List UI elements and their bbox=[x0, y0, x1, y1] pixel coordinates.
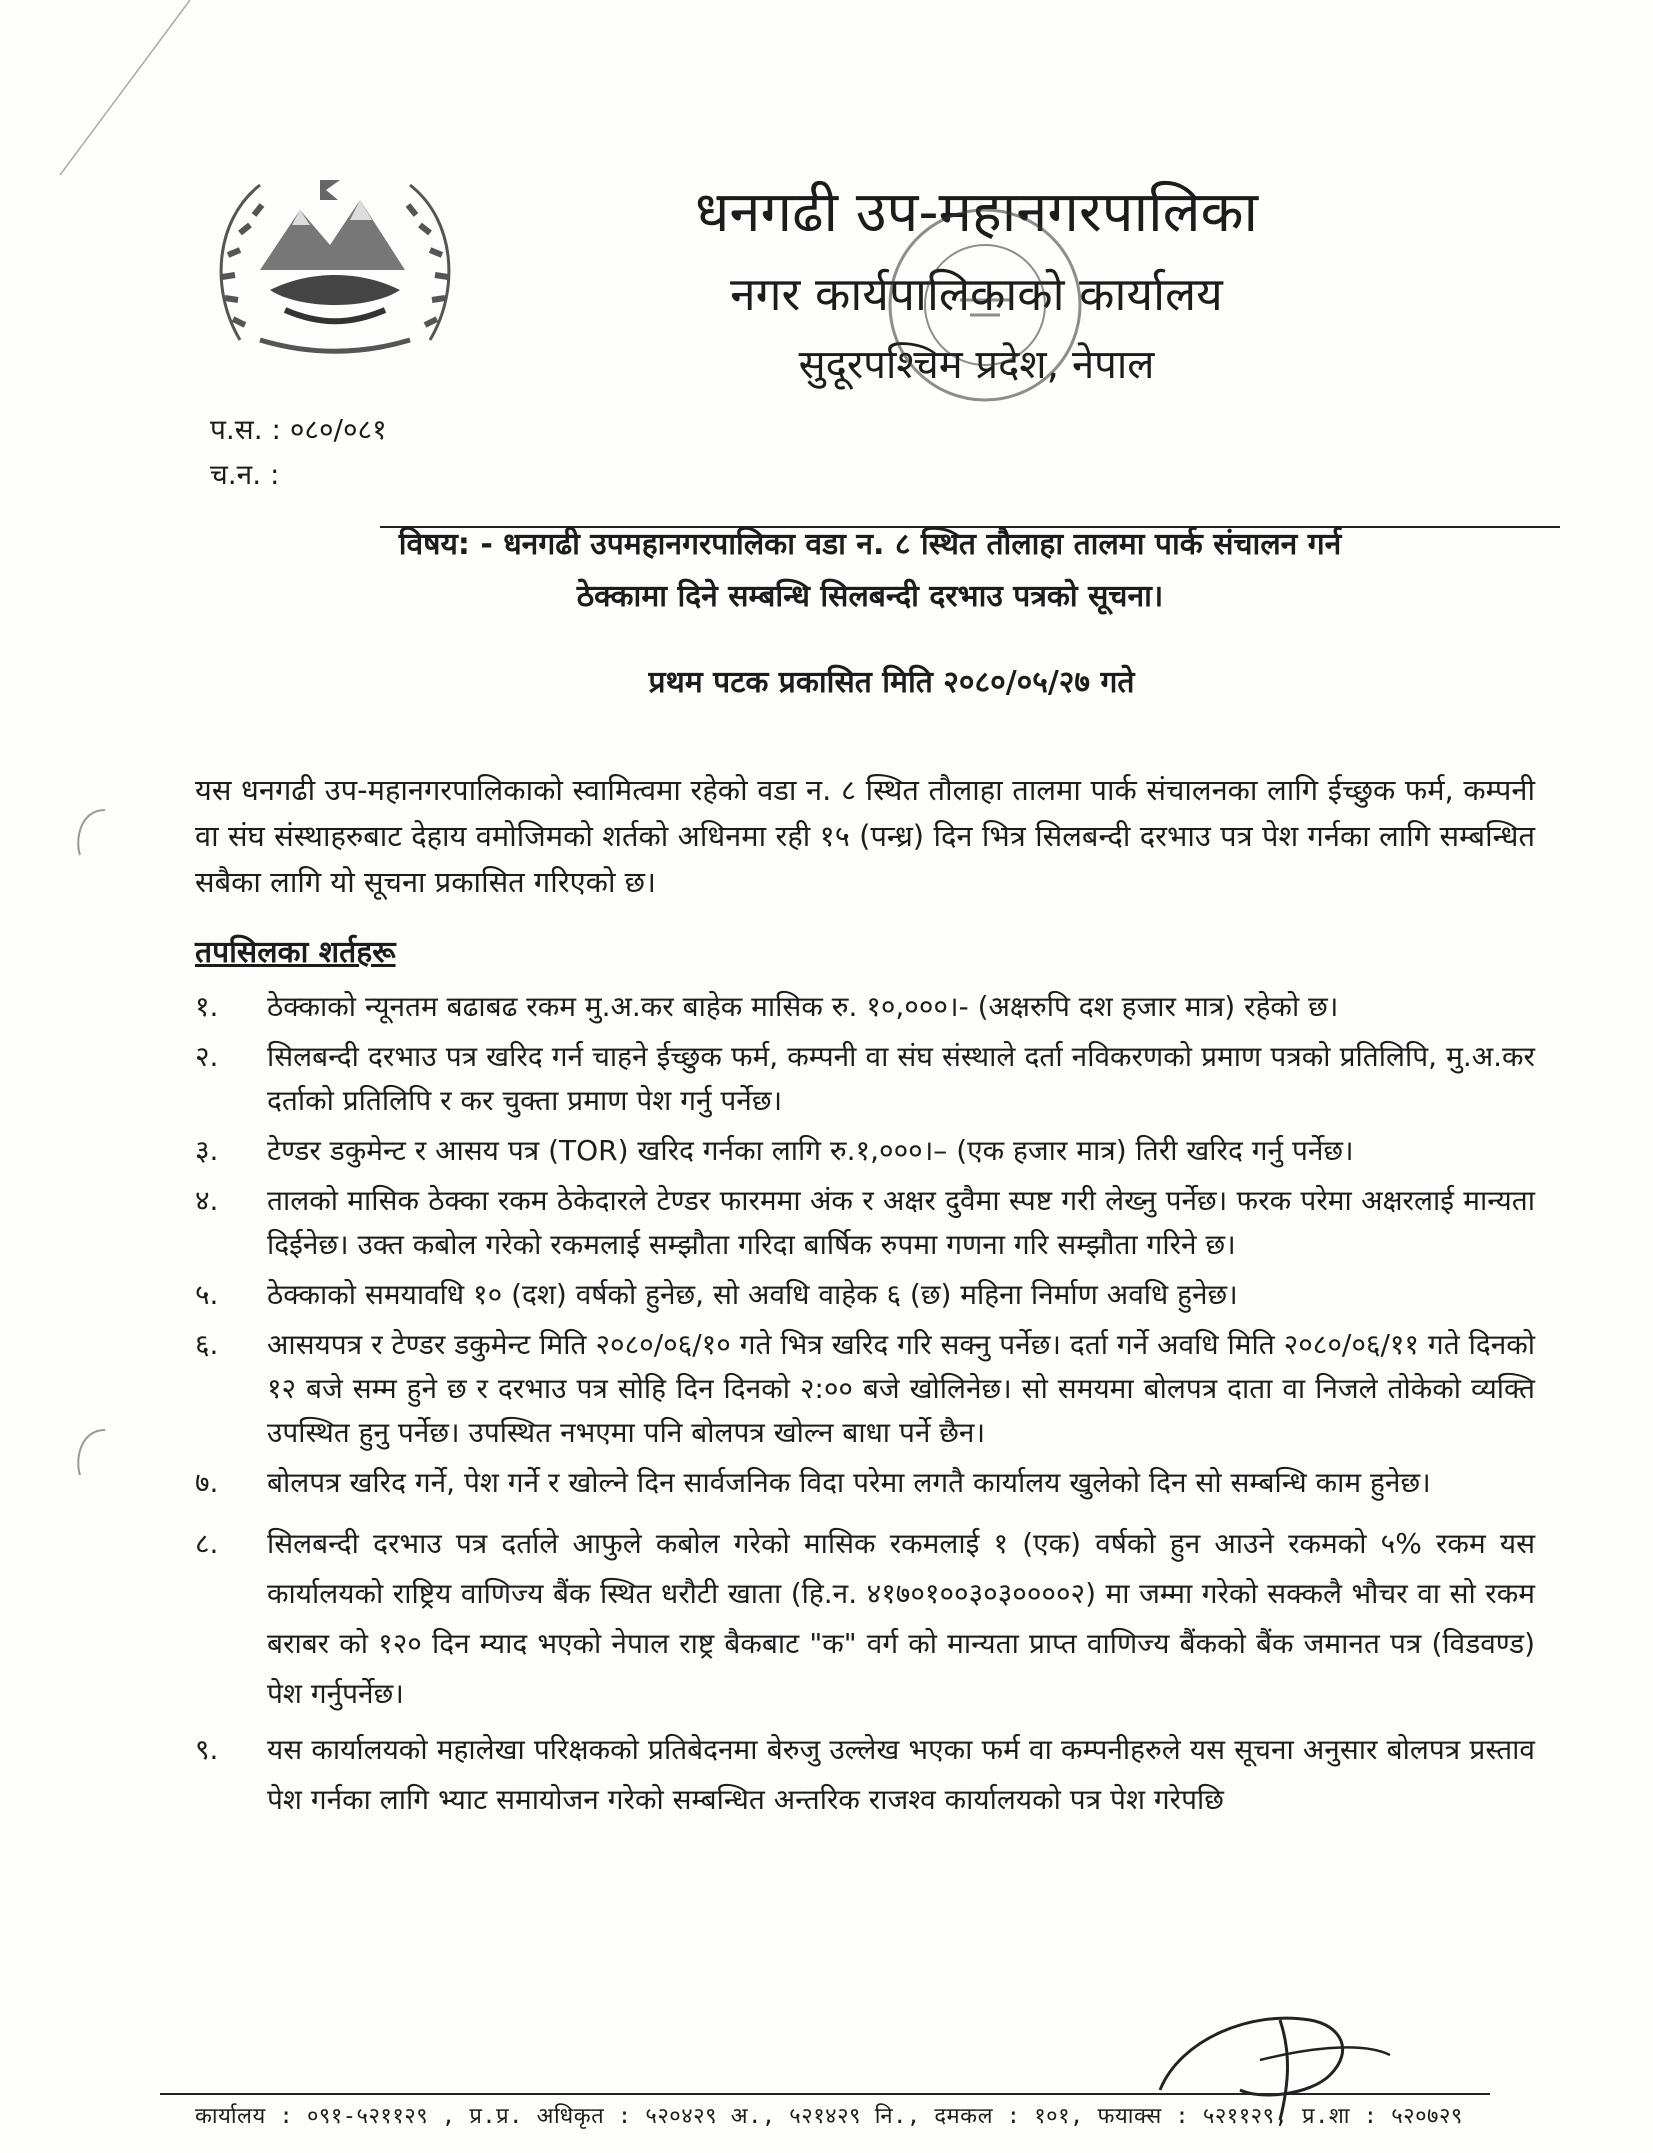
office-address: सुदूरपश्चिम प्रदेश, नेपाल bbox=[798, 342, 1155, 388]
condition-number: ९. bbox=[195, 1733, 219, 1766]
punch-hole-icon bbox=[60, 800, 120, 860]
condition-item bbox=[195, 1725, 1535, 1825]
condition-item bbox=[195, 1519, 1535, 1719]
subject-line-1: विषय: - धनगढी उपमहानगरपालिका वडा न. ८ स्थित तौलाहा तालमा पार्क संचालन गर्न bbox=[398, 527, 1342, 562]
condition-item bbox=[195, 1179, 1535, 1267]
subject-line-2: ठेक्कामा दिने सम्बन्धि सिलबन्दी दरभाउ पत्रको सूचना। bbox=[576, 579, 1164, 614]
publication-date: प्रथम पटक प्रकासित मिति २०८०/०५/२७ गते bbox=[648, 665, 1135, 700]
condition-number: १. bbox=[195, 990, 219, 1023]
office-stamp-icon bbox=[880, 200, 1090, 410]
conditions-heading: तपसिलका शर्तहरू bbox=[195, 935, 396, 970]
condition-number: ८. bbox=[195, 1527, 219, 1560]
condition-text: टेण्डर डकुमेन्ट र आसय पत्र (TOR) खरिद गर्नका लागि रु.१,०००।– (एक हजार मात्र) तिरी खरिद गर्नु पर्नेछ। bbox=[267, 1134, 1354, 1167]
condition-text: ठेक्काको समयावधि १० (दश) वर्षको हुनेछ, सो अवधि वाहेक ६ (छ) महिना निर्माण अवधि हुनेछ। bbox=[267, 1278, 1238, 1311]
condition-number: ३. bbox=[195, 1134, 219, 1167]
condition-text: तालको मासिक ठेक्का रकम ठेकेदारले टेण्डर फारममा अंक र अक्षर दुवैमा स्पष्ट गरी लेख्नु पर्नेछ। फरक परेमा अक्षरलाई मान्यता दिईनेछ। उक्त कबोल गरेको रकमलाई सम्झौता गरिदा बार्षिक रुपमा गणना गरि सम्झौता गरिने छ। bbox=[267, 1184, 1535, 1261]
condition-number: ४. bbox=[195, 1184, 219, 1217]
condition-item bbox=[195, 1273, 1535, 1317]
fiscal-year: प.स. : ०८०/०८१ bbox=[210, 413, 387, 446]
contact-footer: कार्यालय : ०९१-५२११२९ , प्र.प्र. अधिकृत : ५२०४२९ अ., ५२१४२९ नि., दमकल : १०१, फयाक्स : ५२११२९, प्र.शा : ५२०७२९ bbox=[195, 2104, 1463, 2129]
condition-item bbox=[195, 1035, 1535, 1123]
condition-text: सिलबन्दी दरभाउ पत्र दर्ताले आफुले कबोल गरेको मासिक रकमलाई १ (एक) वर्षको हुन आउने रकमको ५% रकम यस कार्यालयको राष्ट्रिय वाणिज्य बैंक स्थित धरौटी खाता (हि.न. ४१७०१००३०३००००२) मा जम्मा गरेको सक्कलै भौचर वा सो रकम बराबर को १२० दिन म्याद भएको नेपाल राष्ट्र बैकबाट "क" वर्ग को मान्यता प्राप्त वाणिज्य बैंकको बैंक जमानत पत्र (विडवण्ड) पेश गर्नुपर्नेछ। bbox=[267, 1527, 1535, 1710]
org-name: धनगढी उप-महानगरपालिका bbox=[694, 180, 1259, 245]
dispatch-number: च.न. : bbox=[210, 458, 280, 491]
condition-text: बोलपत्र खरिद गर्ने, पेश गर्ने र खोल्ने दिन सार्वजनिक विदा परेमा लगतै कार्यालय खुलेको दिन सो सम्बन्धि काम हुनेछ। bbox=[267, 1466, 1431, 1499]
condition-item bbox=[195, 985, 1535, 1029]
intro-paragraph: यस धनगढी उप-महानगरपालिकाको स्वामित्वमा रहेको वडा न. ८ स्थित तौलाहा तालमा पार्क संचालनका लागि ईच्छुक फर्म, कम्पनी वा संघ संस्थाहरुबाट देहाय वमोजिमको शर्तको अधिनमा रही १५ (पन्ध्र) दिन भित्र सिलबन्दी दरभाउ पत्र पेश गर्नका लागि सम्बन्धित सबैका लागि यो सूचना प्रकासित गरिएको छ। bbox=[195, 773, 1535, 899]
condition-number: २. bbox=[195, 1040, 219, 1073]
footer-divider bbox=[160, 2093, 1490, 2095]
fold-line-icon bbox=[0, 0, 200, 180]
condition-number: ६. bbox=[195, 1328, 219, 1361]
condition-number: ५. bbox=[195, 1278, 219, 1311]
condition-number: ७. bbox=[195, 1466, 219, 1499]
office-name: नगर कार्यपालिकाको कार्यालय bbox=[730, 267, 1223, 321]
condition-item bbox=[195, 1323, 1535, 1455]
condition-text: यस कार्यालयको महालेखा परिक्षकको प्रतिबेदनमा बेरुजु उल्लेख भएका फर्म वा कम्पनीहरुले यस सूचना अनुसार बोलपत्र प्रस्ताव पेश गर्नका लागि भ्याट समायोजन गरेको सम्बन्धित अन्तरिक राजश्व कार्यालयको पत्र पेश गरेपछि bbox=[267, 1733, 1535, 1816]
conditions-list bbox=[195, 985, 1535, 1831]
condition-text: आसयपत्र र टेण्डर डकुमेन्ट मिति २०८०/०६/१० गते भित्र खरिद गरि सक्नु पर्नेछ। दर्ता गर्ने अवधि मिति २०८०/०६/११ गते दिनको १२ बजे सम्म हुने छ र दरभाउ पत्र सोहि दिन दिनको २:०० बजे खोलिनेछ। सो समयमा बोलपत्र दाता वा निजले तोकेको व्यक्ति उपस्थित हुनु पर्नेछ। उपस्थित नभएमा पनि बोलपत्र खोल्न बाधा पर्ने छैन। bbox=[267, 1328, 1535, 1449]
condition-item bbox=[195, 1461, 1535, 1505]
condition-text: सिलबन्दी दरभाउ पत्र खरिद गर्न चाहने ईच्छुक फर्म, कम्पनी वा संघ संस्थाले दर्ता नविकरणको प्रमाण पत्रको प्रतिलिपि, मु.अ.कर दर्ताको प्रतिलिपि र कर चुक्ता प्रमाण पेश गर्नु पर्नेछ। bbox=[267, 1040, 1535, 1117]
condition-item bbox=[195, 1129, 1535, 1173]
condition-text: ठेक्काको न्यूनतम बढाबढ रकम मु.अ.कर बाहेक मासिक रु. १०,०००।- (अक्षरुपि दश हजार मात्र) रहेको छ। bbox=[267, 990, 1339, 1023]
punch-hole-icon bbox=[60, 1420, 120, 1480]
